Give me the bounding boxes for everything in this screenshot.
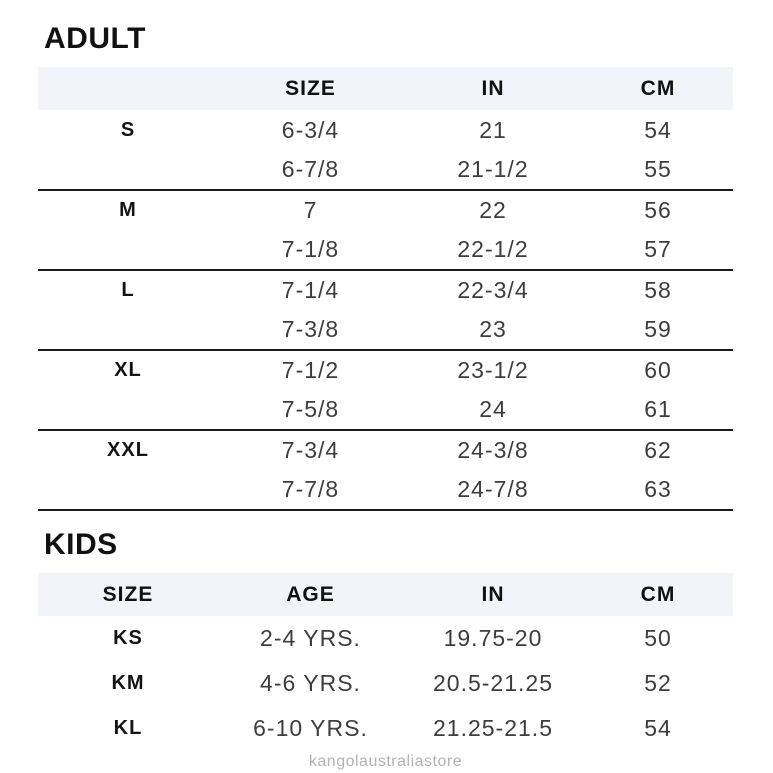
cm-value: 58 — [644, 277, 672, 303]
table-row — [38, 470, 733, 510]
size-label-empty — [38, 230, 218, 270]
adult-group-xxl — [38, 430, 733, 510]
kids-table-header — [38, 573, 733, 616]
kids-header-in: IN — [481, 582, 505, 606]
table-row — [38, 706, 733, 751]
kids-table-body — [38, 616, 733, 751]
cm-value: 61 — [583, 390, 733, 430]
adult-header-cm: CM — [640, 76, 676, 100]
in-value: 22 — [479, 197, 507, 223]
in-value: 23 — [403, 310, 583, 350]
cm-value: 57 — [583, 230, 733, 270]
size-value: 7-5/8 — [218, 390, 403, 430]
table-row — [38, 661, 733, 706]
adult-group-xl — [38, 350, 733, 430]
cm-value: 62 — [644, 437, 672, 463]
adult-group-s — [38, 110, 733, 190]
in-value: 24-7/8 — [403, 470, 583, 510]
table-row — [38, 390, 733, 430]
table-row — [38, 190, 733, 230]
kids-header-cm: CM — [640, 582, 676, 606]
adult-section-title: ADULT — [44, 22, 146, 55]
kids-header-age: AGE — [286, 582, 335, 606]
age-value: 2-4 YRS. — [260, 625, 361, 651]
header-row — [38, 573, 733, 616]
cm-value: 50 — [644, 625, 672, 651]
adult-group-l — [38, 270, 733, 350]
size-label-empty — [38, 150, 218, 190]
adult-size-table — [38, 67, 733, 511]
in-value: 24-3/8 — [457, 437, 529, 463]
size-label-empty — [38, 310, 218, 350]
size-value: 7-1/4 — [281, 277, 340, 303]
table-row — [38, 430, 733, 470]
size-label: XL — [114, 359, 142, 381]
cm-value: 60 — [644, 357, 672, 383]
cm-value: 59 — [583, 310, 733, 350]
adult-header-in: IN — [481, 76, 505, 100]
size-label: KM — [111, 672, 145, 694]
age-value: 6-10 YRS. — [253, 715, 368, 741]
table-row — [38, 310, 733, 350]
table-row — [38, 616, 733, 661]
size-label: S — [120, 118, 136, 141]
adult-table-header — [38, 67, 733, 110]
watermark-text: kangolaustraliastore — [308, 753, 463, 770]
in-value: 20.5-21.25 — [433, 670, 553, 696]
adult-group-m — [38, 190, 733, 270]
size-label: KS — [113, 627, 143, 649]
size-value: 7 — [303, 197, 318, 223]
size-value: 7-3/4 — [281, 437, 340, 463]
table-row — [38, 150, 733, 190]
size-label-empty — [38, 470, 218, 510]
size-value: 7-1/2 — [281, 357, 340, 383]
kids-header-size: SIZE — [102, 582, 154, 606]
in-value: 22-3/4 — [457, 277, 529, 303]
cm-value: 63 — [583, 470, 733, 510]
adult-header-size: SIZE — [285, 76, 336, 100]
size-label: KL — [113, 717, 143, 739]
size-value: 7-1/8 — [218, 230, 403, 270]
in-value: 23-1/2 — [457, 357, 529, 383]
cm-value: 56 — [644, 197, 672, 223]
table-row — [38, 270, 733, 310]
in-value: 21.25-21.5 — [433, 715, 553, 741]
adult-header-blank — [38, 67, 218, 110]
header-row — [38, 67, 733, 110]
size-label: M — [119, 199, 137, 221]
size-value: 7-7/8 — [218, 470, 403, 510]
in-value: 21 — [479, 116, 507, 143]
age-value: 4-6 YRS. — [260, 670, 361, 696]
table-row — [38, 110, 733, 150]
in-value: 22-1/2 — [403, 230, 583, 270]
size-value: 6-3/4 — [281, 116, 340, 143]
kids-size-table — [38, 573, 733, 751]
size-label-empty — [38, 390, 218, 430]
kids-section-title: KIDS — [44, 528, 118, 561]
table-row — [38, 350, 733, 390]
size-label: L — [121, 279, 135, 301]
in-value: 21-1/2 — [403, 150, 583, 190]
cm-value: 52 — [644, 670, 672, 696]
size-value: 7-3/8 — [218, 310, 403, 350]
in-value: 19.75-20 — [443, 625, 543, 651]
in-value: 24 — [403, 390, 583, 430]
cm-value: 55 — [583, 150, 733, 190]
cm-value: 54 — [644, 116, 672, 143]
size-value: 6-7/8 — [218, 150, 403, 190]
table-row — [38, 230, 733, 270]
cm-value: 54 — [644, 715, 672, 741]
size-label: XXL — [107, 439, 149, 461]
